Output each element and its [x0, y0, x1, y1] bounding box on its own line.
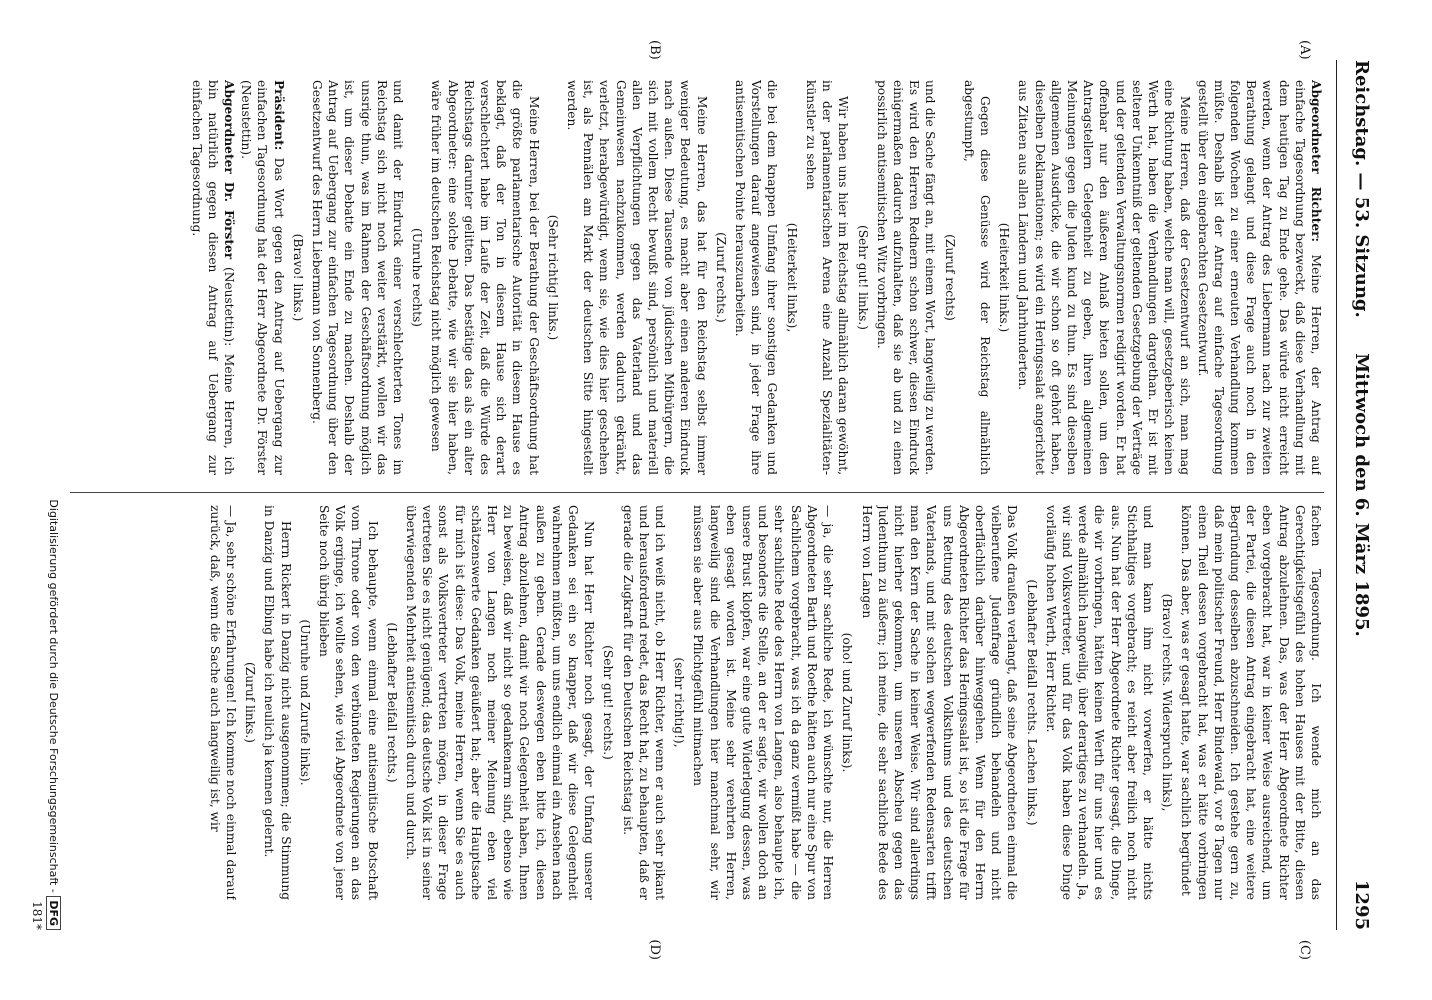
- speaker-name: Abgeordneter Richter:: [1309, 80, 1323, 243]
- speaker-name: Abgeordneter Dr. Förster: [222, 80, 236, 260]
- paragraph-text: Gegen diese Genüsse wird der Reichstag allmählich abgestumpft,: [961, 80, 992, 475]
- paragraph-text: Nun hat Herr Richter noch gesagt, der Umfang unserer Gedanken sei ein so knapper, daß wir diese Gelegenheit wahrnehmen müßten, um uns endlich einmal ein Ansehen nach außen zu geben. Gerade deswegen eben bitte ich, diesen Antrag abzulehnen, damit wir noch Gelegenheit haben, Ihnen zu beweisen, daß wir nicht so gedankenarm sind, ebenso wie Herr von Langen noch meiner Meinung eben viel schätzenswerte Gedanken geäußert hat; aber die Hauptsache für mich ist diese: Das Volk, meine Herren, wenn Sie es auch sonst als Volksvertreter vertreten mögen, in dieser Frage vertreten Sie es nicht genügend; das deutsche Volk ist in seiner überwiegenden Mehrheit antisemitisch durch und durch.: [404, 505, 597, 900]
- interjection: [996, 80, 1012, 475]
- interjection: [384, 505, 400, 900]
- paragraph-text: (Bravo! rechts. Widerspruch links),: [1160, 593, 1175, 812]
- text-column-right: [70, 505, 1324, 900]
- paragraph: [403, 505, 597, 900]
- paragraph: [207, 505, 239, 900]
- interjection: [409, 80, 425, 475]
- paragraph: [1015, 80, 1193, 475]
- paragraph-text: Das Wort gegen den Antrag auf Uebergang zur einfachen Tagesordnung hat der Herr Abgeordnete Dr. Förster (Neustettin).: [239, 80, 286, 475]
- interjection: [545, 80, 561, 475]
- speaker-name: Präsident:: [271, 80, 286, 151]
- interjection: [600, 505, 616, 900]
- paragraph-text: Das Volk draußen verlangt, daß seine Abgeordneten einmal die vielberufene Judenfrage gründlich behandeln und nicht oberflächlich darüber hinweggehen. Wenn für den Herrn Abgeordneten Richter das Heringssalat ist, so ist die Frage für uns Rettung des deutschen Volksthums und des deutschen Vaterlands, und mit solchen wegwerfenden Redensarten trifft man den Kern der Sache in keiner Weise. Wir sind allerdings nicht hierher gekommen, um unseren Abscheu gegen das Judenthum zu äußern; ich meine, die sehr sachliche Rede des Herrn von Langen: [859, 505, 1020, 900]
- paragraph: [690, 505, 836, 900]
- paragraph-text: und man kann ihm nicht vorwerfen, er hätte nichts Stichhaltiges vorgebracht; es reicht aber freilich noch nicht aus. Nun hat der Herr Abgeordnete Richter gesagt, die Dinge, die wir vorbringen, hätten keinen Werth für uns hier und es werde allmählich langweilig, über derartiges zu verhandeln. Ja, wir sind Volksvertreter, und für das Volk haben diese Dinge vorläufig hohen Werth, Herr Richter.: [1043, 505, 1155, 900]
- paragraph: [428, 80, 541, 475]
- paragraph-text: und damit der Eindruck einer verschlechterten Tones im Reichstag sich nicht noch weiter verstärkt, wollen wir das unsrige thun, was im Rahmen der Geschäftsordnung möglich ist, um dieser Debatte ein Ende zu machen. Deshalb der Antrag auf Uebergang zur einfachen Tagesordnung über den Gesetzentwurf des Herrn Liebermann von Sonnenberg.: [310, 80, 406, 475]
- paragraph: [261, 505, 293, 900]
- paragraph-text: Meine Herren, bei der Berathung der Geschäftsordnung hat die größte parlamentarische Autorität in diesem Hause es beklagt, daß der Ton in diesem Hause sich derart verschlechtert habe im Laufe der Zeit, daß die Würde des Reichstags darunter gelitten. Das bestätige das als ein alter Abgeordneter: eine solche Debatte, wie wir sie hier haben, wäre früher im deutschen Reichstag nicht möglich gewesen: [429, 80, 541, 475]
- paragraph-text: (Bravo! links.): [290, 233, 305, 322]
- paragraph: [803, 80, 852, 475]
- page-number: 1295: [1351, 879, 1372, 930]
- paragraph-text: Meine Herren, der Antrag auf einfache Tagesordnung bezweckt, daß diese Verhandlung mit dem heutigen Tag zu Ende gehe. Das würde nicht erreicht werden, wenn der Antrag des Liebermann nach zur zweiten Berathung gelangt und diese Frage auch noch in den folgenden Wochen zu einer erneuten Verhandlung kommen müßte. Deshalb ist der Antrag auf einfache Tagesordnung gestellt über den eingebrachten Gesetzentwurf.: [1195, 80, 1323, 475]
- paragraph: [1194, 80, 1324, 475]
- paragraph: [1178, 505, 1324, 900]
- paragraph-text: (Sehr gut! links.): [855, 224, 870, 331]
- paragraph-text: (Zuruf rechts.): [713, 232, 728, 323]
- paragraph: [619, 505, 668, 900]
- paragraph: [1043, 505, 1156, 900]
- page-header: [1338, 60, 1372, 930]
- paragraph: [858, 505, 1020, 900]
- dfg-logo: DFG: [46, 896, 61, 930]
- interjection: [713, 80, 729, 475]
- paragraph-text: fachen Tagesordnung. Ich wende mich an das Gerechtigkeitsgefühl des hohen Hauses mit der Bitte, diesen Antrag abzulehnen. Das, was der Herr Abgeordnete Richter eben vorgebracht hat, war in keiner Weise ausreichend, um der Partei, die diesen Antrag eingebracht hat, eine weitere Begründung desselben abzuschneiden. Ich gestehe gern zu, daß mein politischer Freund, Herr Bindewald, vor 8 Tagen nur einen Theil dessen vorgebracht hat, was er hätte vorbringen können. Das aber, was er gesagt hatte, war sachlich begründet: [1179, 505, 1323, 900]
- paragraph: [961, 80, 993, 475]
- text-column-left: [70, 80, 1324, 475]
- interjection: [784, 80, 800, 475]
- interjection: [941, 80, 957, 475]
- paragraph-text: (Sehr richtig! links.): [545, 214, 560, 341]
- page-signature: 181*: [30, 901, 44, 930]
- paragraph-text: (Zuruf links.): [243, 661, 258, 744]
- footer-credit: [47, 499, 60, 930]
- paragraph-text: (sehr richtig!),: [672, 657, 687, 748]
- column-divider: [70, 492, 1324, 493]
- interjection: [242, 505, 258, 900]
- paragraph-text: und die Sache fängt an, mit einem Wort, langweilig zu werden. Es wird den Herren Rednern schon schwer, diesen Eindruck einigermaßen dadurch aufzuhalten, daß sie ab und zu einen possirlich antisemitischen Witz vorbringen.: [874, 80, 938, 475]
- header-rule: [1336, 60, 1337, 930]
- interjection: [1159, 505, 1175, 900]
- header-date: Mittwoch den 6. März 1895.: [1351, 353, 1372, 637]
- paragraph: [309, 80, 406, 475]
- paragraph: [316, 505, 381, 900]
- paragraph: [874, 80, 939, 475]
- paragraph-text: (Sehr gut! rechts.): [601, 645, 616, 760]
- paragraph: [188, 80, 237, 475]
- margin-mark-c: (C): [1297, 939, 1312, 960]
- paragraph-text: (Neustettin): Meine Herren, ich bin natürlich gegen diesen Antrag auf Uebergang zur einfachen Tagesordnung.: [189, 80, 236, 475]
- interjection: [839, 505, 855, 900]
- paragraph-text: (Unruhe und Zurufe links).: [297, 619, 312, 786]
- header-left: Reichstag. — 53. Sitzung.: [1351, 60, 1372, 318]
- paragraph-text: die bei dem knappen Umfang ihrer sonstigen Gedanken und Vorstellungen darauf angewiesen sind, in jeder Frage ihre antisemitischen Pointe herauszuarbeiten.: [733, 80, 780, 475]
- paragraph-text: und ich weiß nicht, ob Herr Richter, wenn er auch sehr pikant und herausfordernd redet, das Recht hat, zu behaupten, daß er gerade die Zugkraft für den Deutschen Reichstag ist.: [620, 505, 668, 900]
- interjection: [671, 505, 687, 900]
- paragraph-text: Herrn Rickert in Danzig nicht ausgenommen; die Stimmung in Danzig und Elbing habe ich neulich ja kennen gelernt.: [262, 505, 293, 900]
- paragraph-text: — ja, die sehr sachliche Rede, ich wünschte nur, die Herren Abgeordneten Barth und Roethe hätten auch nur eine Spur von Sachlichem vorgebracht, was ich da ganz vermißt habe — die sehr sachliche Rede des Herrn von Langen, also behaupte ich, und besonders die Stelle, an der er sagte, wir wollen doch an unsere Brust klopfen, war eine gute Widerlegung dessen, was eben gesagt worden ist. Meine sehr verehrten Herren, langweilig sind die Verhandlungen hier manchmal sehr, wir müssen sie aber aus Pflichtgefühl mitmachen: [691, 505, 836, 900]
- paragraph-text: Meine Herren, daß der Gesetzentwurf an sich, man mag eine Richtung haben, welche man will, gesetzgeberisch keinen Werth hat, haben die Verhandlungen dargethan. Er ist mit seltener Unkenntniß der geltenden Gesetzgebung der Verträge und der geltenden Verwaltungsnormen redigirt worden. Er hat offenbar nur den äußeren Anlaß bieten sollen, um den Antragstellern Gelegenheit zu geben, ihren allgemeinen Meinungen gegen die Juden kund zu thun. Es sind dieselben allgemeinen Ausdrücke, die wir schon so oft gehört haben, dieselben Deklamationen; es wird ein Heringssalat angerichtet aus Zitaten aus allen Ländern und Jahrhunderten.: [1016, 80, 1193, 475]
- paragraph-text: (Lebhafter Beifall rechts. Lachen links.): [1024, 579, 1039, 826]
- paragraph-text: Meine Herren, das hat für den Reichstag selbst immer weniger Bedeutung, es macht aber einen anderen Eindruck nach außen. Diese Tausende von jüdischen Mitbürgern, die sich mit vollem Recht bewußt sind, persönlich und materiell allen Verpflichtungen gegen das Vaterland und das Gemeinwesen nachzukommen, werden dadurch gekränkt, verletzt, herabgewürdigt, wenn sie, wie dies hier geschehen ist, als Pennälen am Markt der deutschen Sitte hingestellt werden.: [565, 80, 709, 475]
- margin-mark-a: (A): [1297, 40, 1312, 60]
- footer-text: Digitalisierung gefördert durch die Deutsche Forschungsgemeinschaft -: [47, 499, 60, 893]
- paragraph-text: (Heiterkeit links.): [997, 222, 1012, 333]
- margin-mark-d: (D): [647, 939, 662, 960]
- paragraph-text: (oho! und Zuruf links).: [840, 632, 855, 773]
- paragraph-text: — Ja, sehr schöne Erfahrungen! Ich komme noch einmal darauf zurück, daß, wenn die Sache auch langweilig ist, wir: [207, 505, 238, 900]
- paragraph-text: Wir haben uns hier im Reichstag allmählich daran gewöhnt, in der parlamentarischen Arena eine Anzahl Spezialitäten-künstler zu sehen: [803, 80, 851, 475]
- paragraph: [238, 80, 287, 475]
- paragraph: [564, 80, 710, 475]
- interjection: [290, 80, 306, 475]
- interjection: [854, 80, 870, 475]
- paragraph: [732, 80, 781, 475]
- paragraph-text: (Zuruf rechts): [942, 234, 957, 321]
- margin-mark-b: (B): [647, 40, 662, 60]
- paragraph-text: (Unruhe rechts): [410, 227, 425, 328]
- paragraph-text: (Lebhafter Beifall rechts.): [384, 622, 399, 783]
- interjection: [1023, 505, 1039, 900]
- interjection: [297, 505, 313, 900]
- paragraph-text: Ich behaupte, wenn einmal eine antisemitische Botschaft vom Throne oder von den verbündeten Regierungen an das Volk erginge, ich wollte sehen, wie viel Abgeordnete von jener Seite noch übrig blieben: [317, 505, 380, 900]
- paragraph-text: (Heiterkeit links),: [784, 222, 799, 333]
